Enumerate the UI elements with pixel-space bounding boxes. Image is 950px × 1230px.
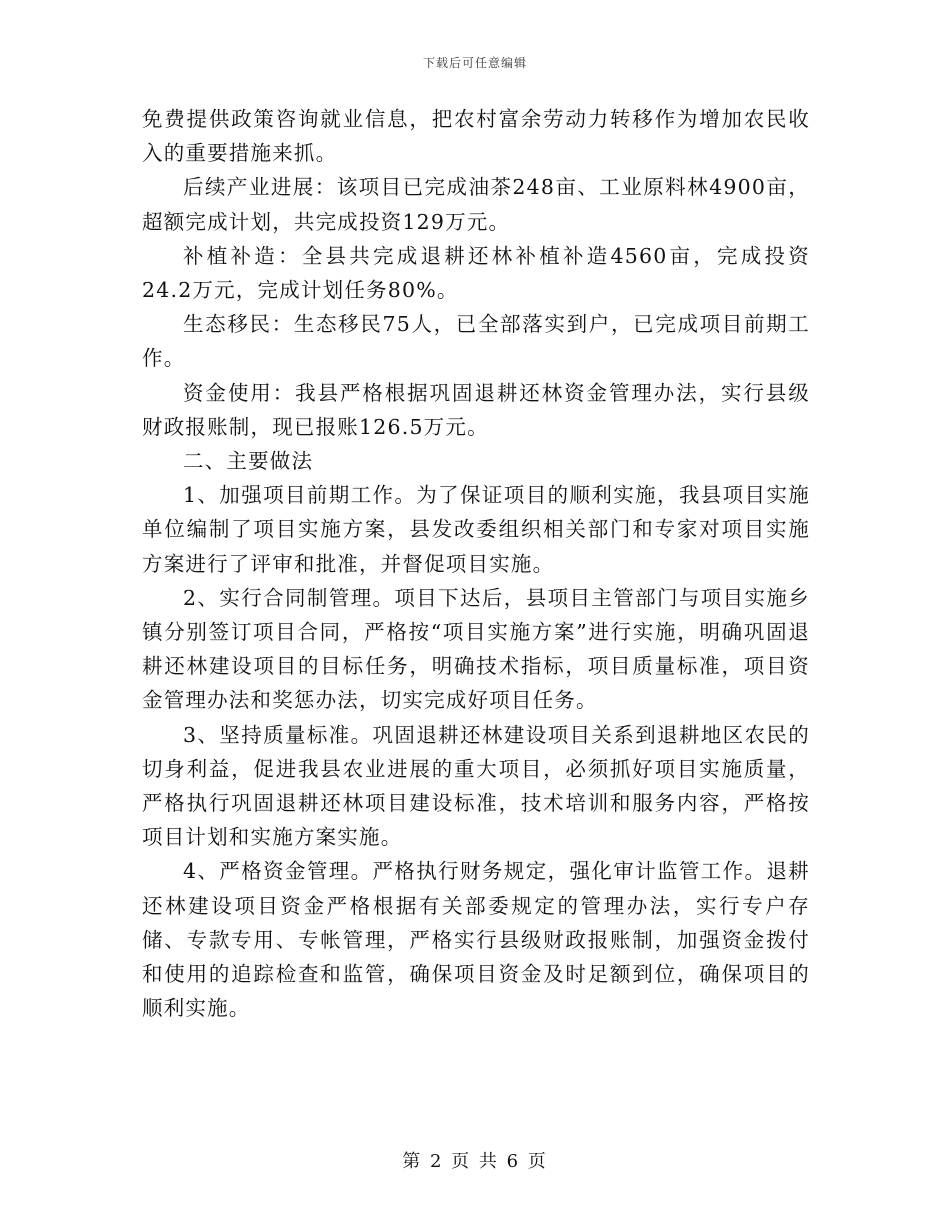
paragraph: 1、加强项目前期工作。为了保证项目的顺利实施，我县项目实施单位编制了项目实施方案，县发改委组织相关部门和专家对项目实施方案进行了评审和批准，并督促项目实施。	[142, 483, 810, 576]
header-note: 下载后可任意编辑	[422, 56, 527, 70]
paragraph: 资金使用：我县严格根据巩固退耕还林资金管理办法，实行县级财政报账制，现已报账126.5万元。	[142, 380, 810, 439]
page-number-footer: 第 2 页 共 6 页	[402, 1151, 548, 1172]
paragraph: 免费提供政策咨询就业信息，把农村富余劳动力转移作为增加农民收入的重要措施来抓。	[142, 107, 810, 166]
document-body	[142, 102, 810, 1025]
section-heading: 二、主要做法	[183, 449, 314, 474]
paragraph: 生态移民：生态移民75人，已全部落实到户，已完成项目前期工作。	[142, 312, 810, 371]
paragraph: 补植补造：全县共完成退耕还林补植补造4560亩，完成投资24.2万元，完成计划任务80%。	[142, 243, 810, 303]
paragraph: 4、严格资金管理。严格执行财务规定，强化审计监管工作。退耕还林建设项目资金严格根据有关部委规定的管理办法，实行专户存储、专款专用、专帐管理，严格实行县级财政报账制，加强资金拨付和使用的追踪检查和监管，确保项目资金及时足额到位，确保项目的顺利实施。	[142, 859, 810, 1021]
paragraph: 后续产业进展：该项目已完成油茶248亩、工业原料林4900亩，超额完成计划，共完成投资129万元。	[142, 175, 810, 234]
paragraph: 3、坚持质量标准。巩固退耕还林建设项目关系到退耕地区农民的切身利益，促进我县农业进展的重大项目，必须抓好项目实施质量，严格执行巩固退耕还林项目建设标准，技术培训和服务内容，严格按项目计划和实施方案实施。	[142, 722, 810, 850]
paragraph: 2、实行合同制管理。项目下达后，县项目主管部门与项目实施乡镇分别签订项目合同，严格按“项目实施方案”进行实施，明确巩固退耕还林建设项目的目标任务，明确技术指标，项目质量标准，项目资金管理办法和奖惩办法，切实完成好项目任务。	[142, 585, 810, 713]
